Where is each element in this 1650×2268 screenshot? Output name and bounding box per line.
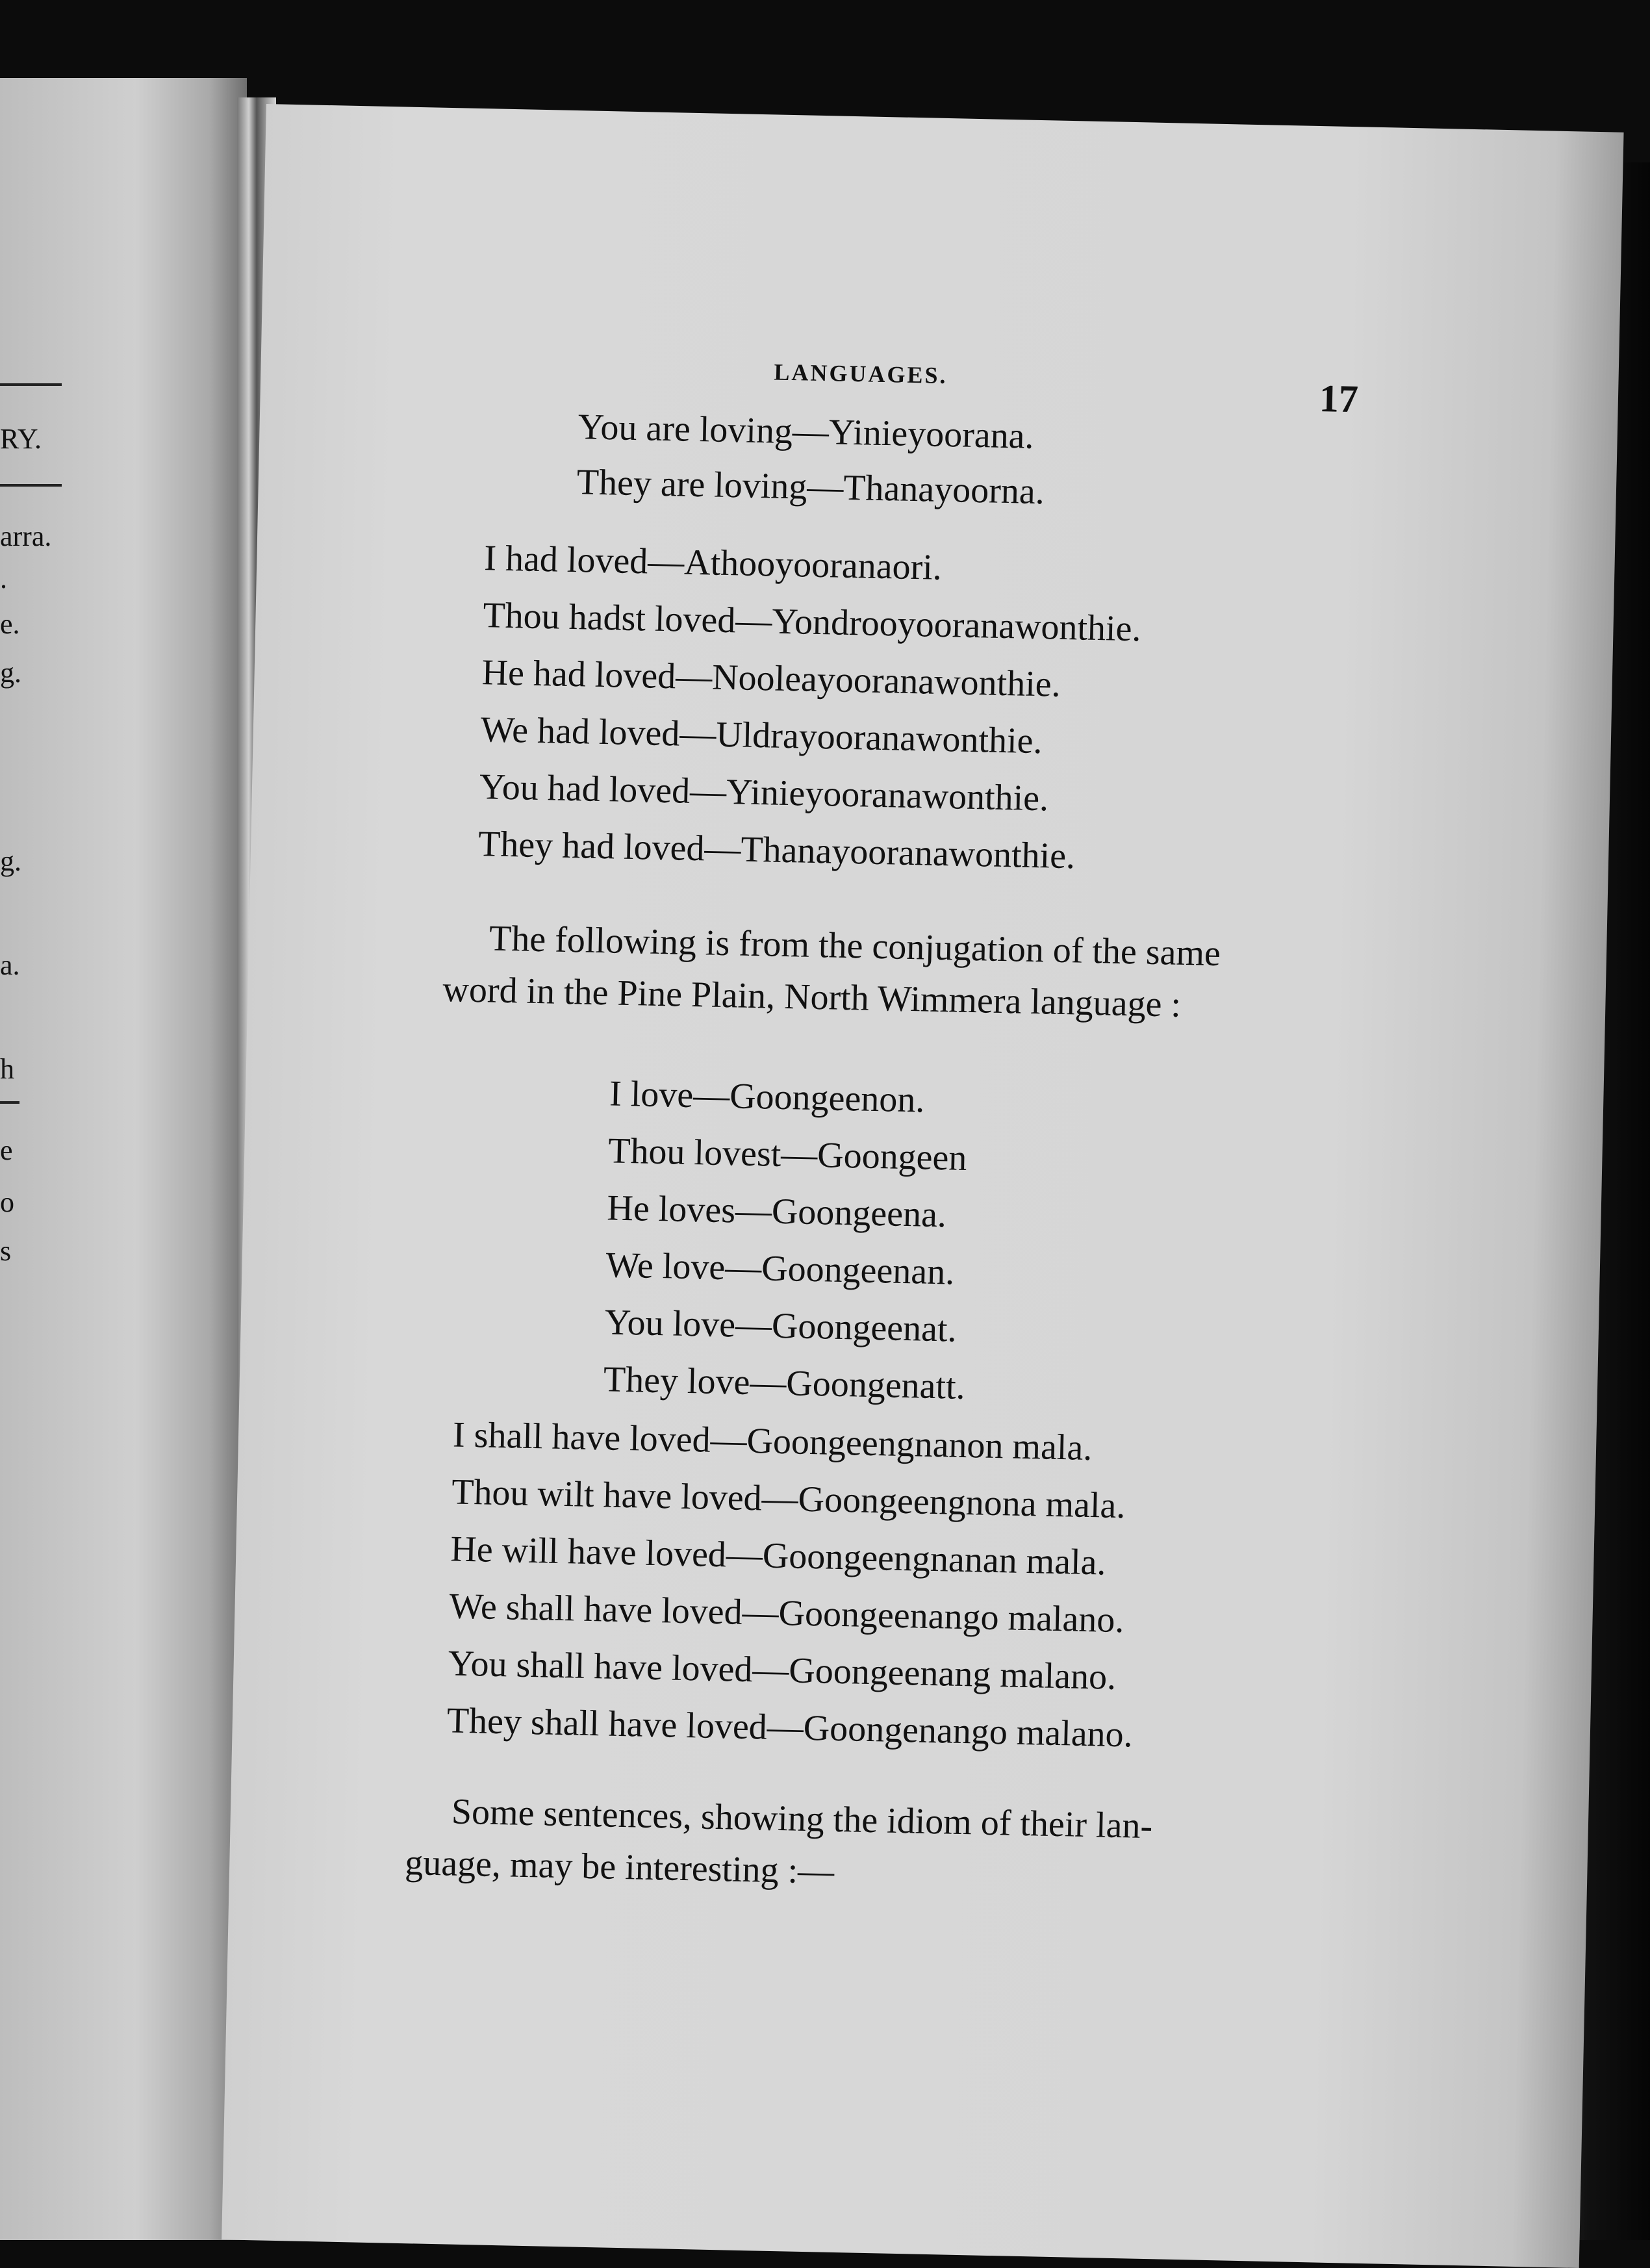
left-page-fragment: .: [0, 563, 7, 594]
left-page-rule: [0, 484, 62, 487]
verse-line: We had loved—Uldrayooranawonthie.: [480, 709, 1043, 762]
running-header: LANGUAGES.: [774, 359, 948, 389]
verse-line: Thou lovest—Goongeen: [607, 1130, 968, 1179]
paragraph-line: The following is from the conjugation of the same: [489, 918, 1221, 975]
left-page-fragment: a.: [0, 949, 20, 981]
paragraph-line: guage, may be interesting :—: [404, 1842, 835, 1892]
paragraph-closing: [405, 1790, 1362, 1904]
left-page-fragment: e: [0, 1134, 13, 1166]
verse-line: He will have loved—Goongeengnanan mala.: [450, 1529, 1107, 1583]
verse-line: We love—Goongeenan.: [605, 1245, 955, 1293]
left-page-rule: [0, 1101, 19, 1104]
verse-line: Thou hadst loved—Yondrooyooranawonthie.: [482, 595, 1142, 650]
verse-line: I shall have loved—Goongeengnanon mala.: [452, 1414, 1093, 1469]
verse-line: You had loved—Yinieyooranawonthie.: [479, 767, 1049, 819]
left-page-fragment: RY.: [0, 423, 42, 455]
verse-line: You shall have loved—Goongeenang malano.: [448, 1643, 1117, 1698]
verse-line: I love—Goongeenon.: [609, 1073, 925, 1121]
verse-line: I had loved—Athooyooranaori.: [483, 538, 943, 588]
left-page-fragment: h: [0, 1053, 14, 1085]
left-page-fragment: o: [0, 1186, 14, 1218]
verse-line: We shall have loved—Goongeenango malano.: [448, 1586, 1125, 1641]
paragraph-intro: [442, 917, 1399, 1030]
verse-line: They shall have loved—Goongenango malano.: [446, 1700, 1134, 1755]
verse-line: You love—Goongeenat.: [604, 1302, 958, 1350]
left-page-fragment: arra.: [0, 520, 52, 552]
verse-line: They had loved—Thanayooranawonthie.: [477, 824, 1076, 877]
left-page-fragment: s: [0, 1235, 12, 1267]
verse-line: He loves—Goongeena.: [606, 1188, 947, 1236]
left-page-fragment: g.: [0, 845, 21, 877]
verse-line: They are loving—Thanayoorna.: [576, 462, 1045, 513]
verse-line: Thou wilt have loved—Goongeengnona mala.: [451, 1472, 1126, 1527]
verse-line: You are loving—Yinieyoorana.: [578, 407, 1035, 457]
left-page-rule: [0, 383, 62, 386]
verse-line: They love—Goongenatt.: [603, 1359, 966, 1407]
left-page-fragment: e.: [0, 608, 20, 640]
left-page-fragment: g.: [0, 657, 21, 689]
left-page: [0, 78, 247, 2240]
paragraph-line: word in the Pine Plain, North Wimmera language :: [442, 969, 1182, 1025]
right-page: [222, 104, 1623, 2268]
page-number: 17: [1319, 377, 1359, 421]
paragraph-line: Some sentences, showing the idiom of their lan-: [451, 1791, 1153, 1847]
verse-line: He had loved—Nooleayooranawonthie.: [481, 652, 1061, 705]
